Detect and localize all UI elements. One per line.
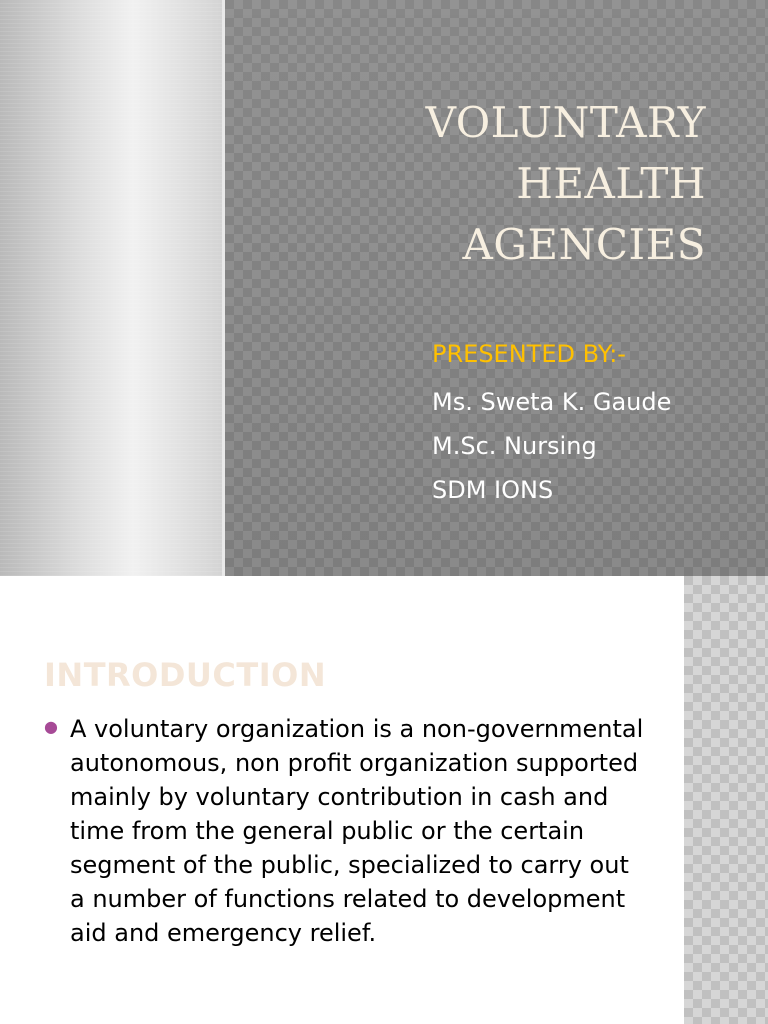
bullet-list: [44, 712, 644, 950]
title-line-1: VOLUNTARY: [425, 98, 706, 147]
list-item: [44, 712, 644, 950]
introduction-slide: [0, 576, 768, 1024]
decorative-pattern-strip: [684, 576, 768, 1024]
presented-by-label: PRESENTED BY:-: [432, 340, 626, 368]
bullet-dot-icon: ●: [44, 717, 58, 736]
slide-title: [306, 92, 706, 275]
decorative-left-panel: [0, 0, 222, 576]
title-line-2: HEALTH: [516, 159, 706, 208]
introduction-heading: INTRODUCTION: [44, 656, 327, 694]
title-line-3: AGENCIES: [462, 220, 706, 269]
bullet-text: A voluntary organization is a non-governmental autonomous, non profit organization supported mainly by voluntary contribution in cash and time from the general public or the certain segment of the public, specialized to carry out a number of functions related to development aid and emergency relief.: [70, 715, 644, 947]
presenter-institution: SDM IONS: [432, 476, 554, 504]
presenter-block: [432, 336, 752, 512]
presenter-name: Ms. Sweta K. Gaude: [432, 388, 672, 416]
presenter-qualification: M.Sc. Nursing: [432, 432, 597, 460]
